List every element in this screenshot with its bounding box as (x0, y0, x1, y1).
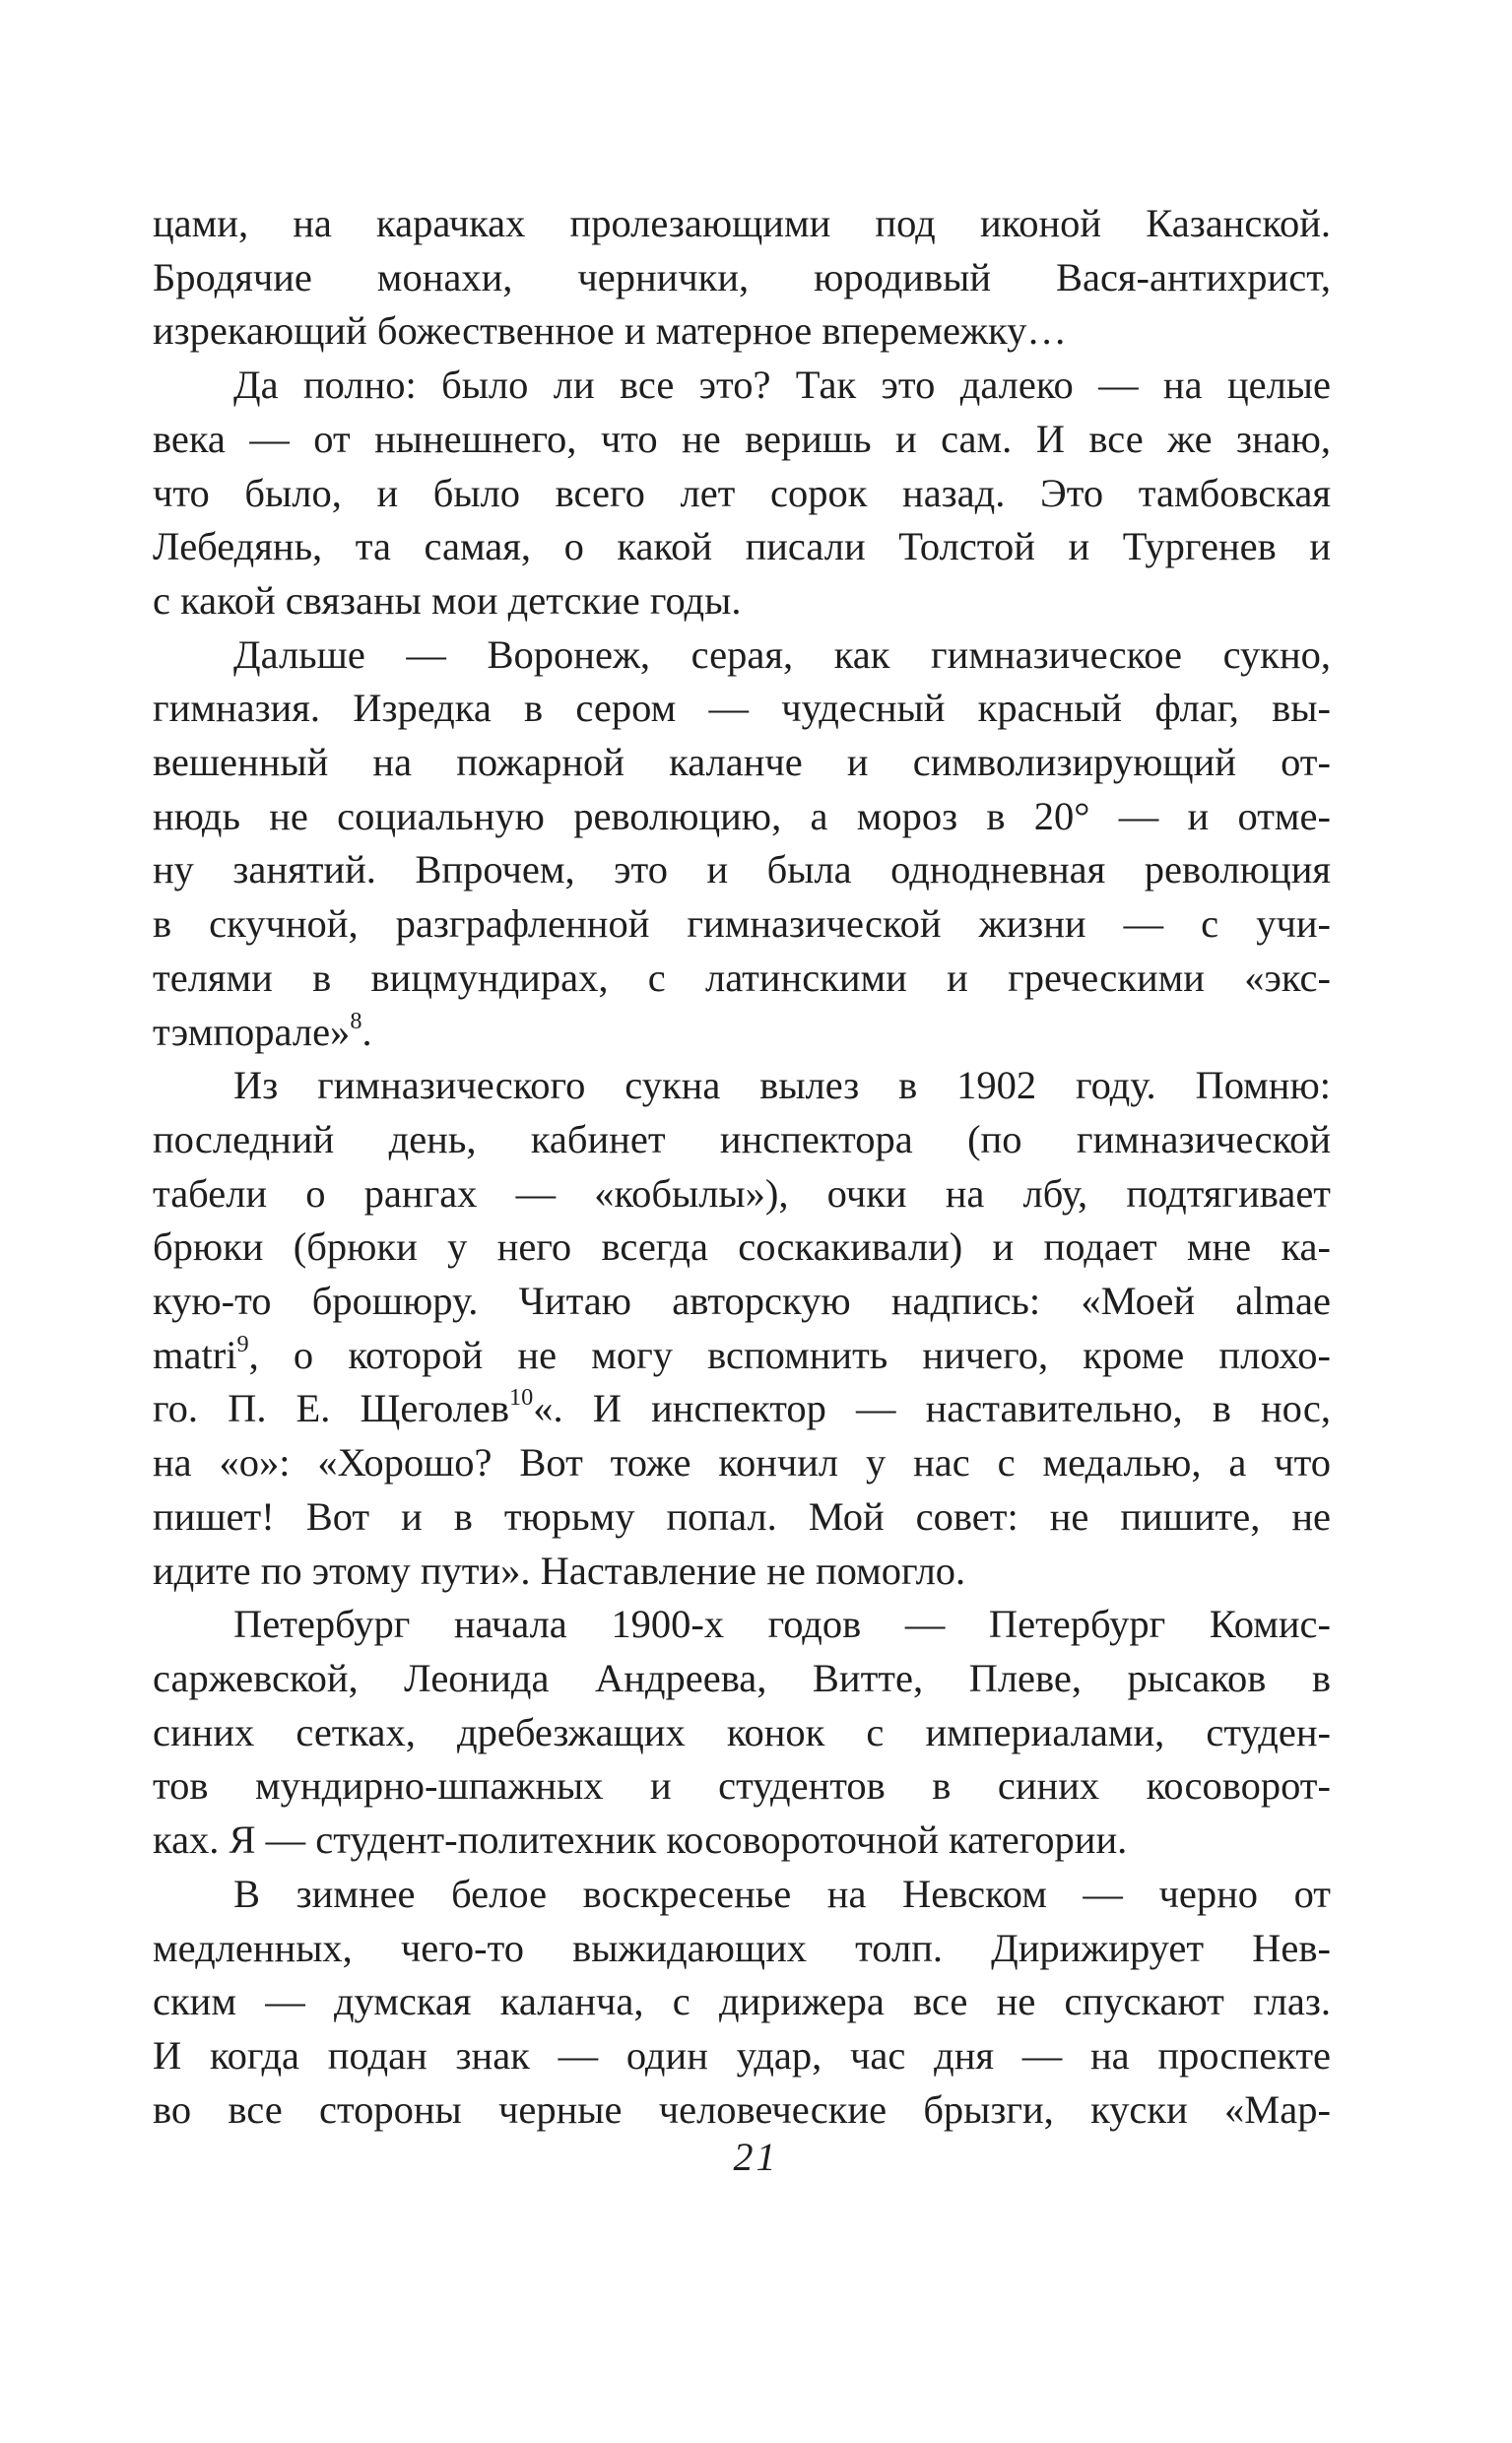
line-text: последний день, кабинет инспектора (по гимназической (153, 1116, 1331, 1161)
line-text: века — от нынешнего, что не веришь и сам. И все же знаю, (153, 416, 1331, 461)
text-line (153, 628, 1331, 683)
line-text: вешенный на пожарной каланче и символизирующий от- (153, 740, 1331, 785)
line-text-continued: «. И инспектор — наставительно, в нос, (533, 1386, 1331, 1431)
footnote-marker[interactable]: 8 (350, 1007, 362, 1034)
line-text: кую-то брошюру. Читаю авторскую надпись: «Моей almae (153, 1279, 1331, 1324)
text-line (153, 197, 1331, 251)
line-text: что было, и было всего лет сорок назад. Это тамбовская (153, 470, 1331, 515)
line-text: Петербург начала 1900-х годов — Петербург Комис- (233, 1602, 1331, 1647)
text-line (153, 520, 1331, 574)
line-text: синих сетках, дребезжащих конок с империалами, студен- (153, 1709, 1331, 1754)
line-text: го. П. Е. Щеголев (153, 1386, 509, 1431)
footnote-marker[interactable]: 10 (509, 1384, 534, 1412)
text-line (153, 251, 1331, 305)
line-text: идите по этому пути». Наставление не помогло. (153, 1548, 966, 1593)
text-line (153, 1329, 1331, 1383)
text-line (153, 1221, 1331, 1275)
text-line (153, 1598, 1331, 1652)
text-line (153, 1706, 1331, 1760)
text-line (153, 413, 1331, 467)
footnote-marker[interactable]: 9 (236, 1330, 249, 1357)
line-text: Бродячие монахи, чернички, юродивый Вася-антихрист, (153, 254, 1331, 299)
text-line (153, 897, 1331, 952)
line-text: в скучной, разграфленной гимназической жизни — с учи- (153, 901, 1331, 947)
text-line (153, 843, 1331, 897)
line-text: брюки (брюки у него всегда соскакивали) и подает мне ка- (153, 1224, 1331, 1270)
text-line (153, 2029, 1331, 2083)
line-text: с какой связаны мои детские годы. (153, 577, 742, 623)
text-line (153, 1113, 1331, 1167)
text-line (153, 1652, 1331, 1706)
line-text: ским — думская каланча, с дирижера все не спускают глаз. (153, 1979, 1331, 2024)
body-text (153, 197, 1331, 2137)
line-text: изрекающий божественное и матерное вперемежку… (153, 308, 1067, 354)
text-line (153, 1490, 1331, 1545)
line-text: Из гимназического сукна вылез в 1902 году. Помню: (233, 1063, 1331, 1108)
line-text: гимназия. Изредка в сером — чудесный красный флаг, вы- (153, 686, 1331, 731)
text-line (153, 1759, 1331, 1814)
line-text: Лебедянь, та самая, о какой писали Толстой и Тургенев и (153, 524, 1331, 569)
line-text: тэмпорале» (153, 1009, 351, 1054)
line-text: Да полно: было ли все это? Так это далеко — на целые (233, 363, 1331, 408)
line-text: саржевской, Леонида Андреева, Витте, Плеве, рысаков в (153, 1655, 1331, 1700)
line-text: ну занятий. Впрочем, это и была однодневная революция (153, 847, 1331, 892)
text-line (153, 1275, 1331, 1329)
text-line (153, 2083, 1331, 2138)
text-line (153, 304, 1331, 359)
text-line (153, 1382, 1331, 1436)
line-text-continued: . (362, 1009, 372, 1054)
line-text: ках. Я — студент-политехник косовороточной категории. (153, 1817, 1128, 1863)
text-line (153, 1975, 1331, 2029)
text-line (153, 1436, 1331, 1490)
text-line (153, 467, 1331, 521)
text-line (153, 682, 1331, 736)
line-text: нюдь не социальную революцию, а мороз в 20° — и отме- (153, 793, 1331, 838)
text-line (153, 736, 1331, 790)
page-number: 21 (733, 2135, 779, 2179)
text-line (153, 952, 1331, 1006)
line-text: matri (153, 1332, 237, 1377)
line-text: телями в вицмундирах, с латинскими и греческими «экс- (153, 955, 1331, 1000)
text-line (153, 1006, 1331, 1060)
line-text: Дальше — Воронеж, серая, как гимназическое сукно, (233, 631, 1331, 677)
text-line (153, 1167, 1331, 1222)
line-text: табели о рангах — «кобылы»), очки на лбу, подтягивает (153, 1170, 1331, 1216)
line-text-continued: , о которой не могу вспомнить ничего, кроме плохо- (248, 1332, 1331, 1377)
text-line (153, 790, 1331, 844)
line-text: В зимнее белое воскресенье на Невском — черно от (233, 1871, 1331, 1916)
line-text: пишет! Вот и в тюрьму попал. Мой совет: не пишите, не (153, 1493, 1331, 1539)
line-text: цами, на карачках пролезающими под иконой Казанской. (153, 201, 1331, 245)
text-line (153, 359, 1331, 413)
text-line (153, 1922, 1331, 1976)
line-text: И когда подан знак — один удар, час дня — на проспекте (153, 2032, 1331, 2078)
text-line (153, 1059, 1331, 1113)
line-text: на «о»: «Хорошо? Вот тоже кончил у нас с медалью, а что (153, 1440, 1331, 1486)
text-line (153, 1814, 1331, 1868)
line-text: медленных, чего-то выжидающих толп. Дирижирует Нев- (153, 1925, 1331, 1970)
line-text: тов мундирно-шпажных и студентов в синих косоворот- (153, 1763, 1331, 1809)
text-line (153, 1868, 1331, 1922)
line-text: во все стороны черные человеческие брызги, куски «Мар- (153, 2086, 1331, 2132)
text-line (153, 574, 1331, 628)
text-line (153, 1545, 1331, 1599)
